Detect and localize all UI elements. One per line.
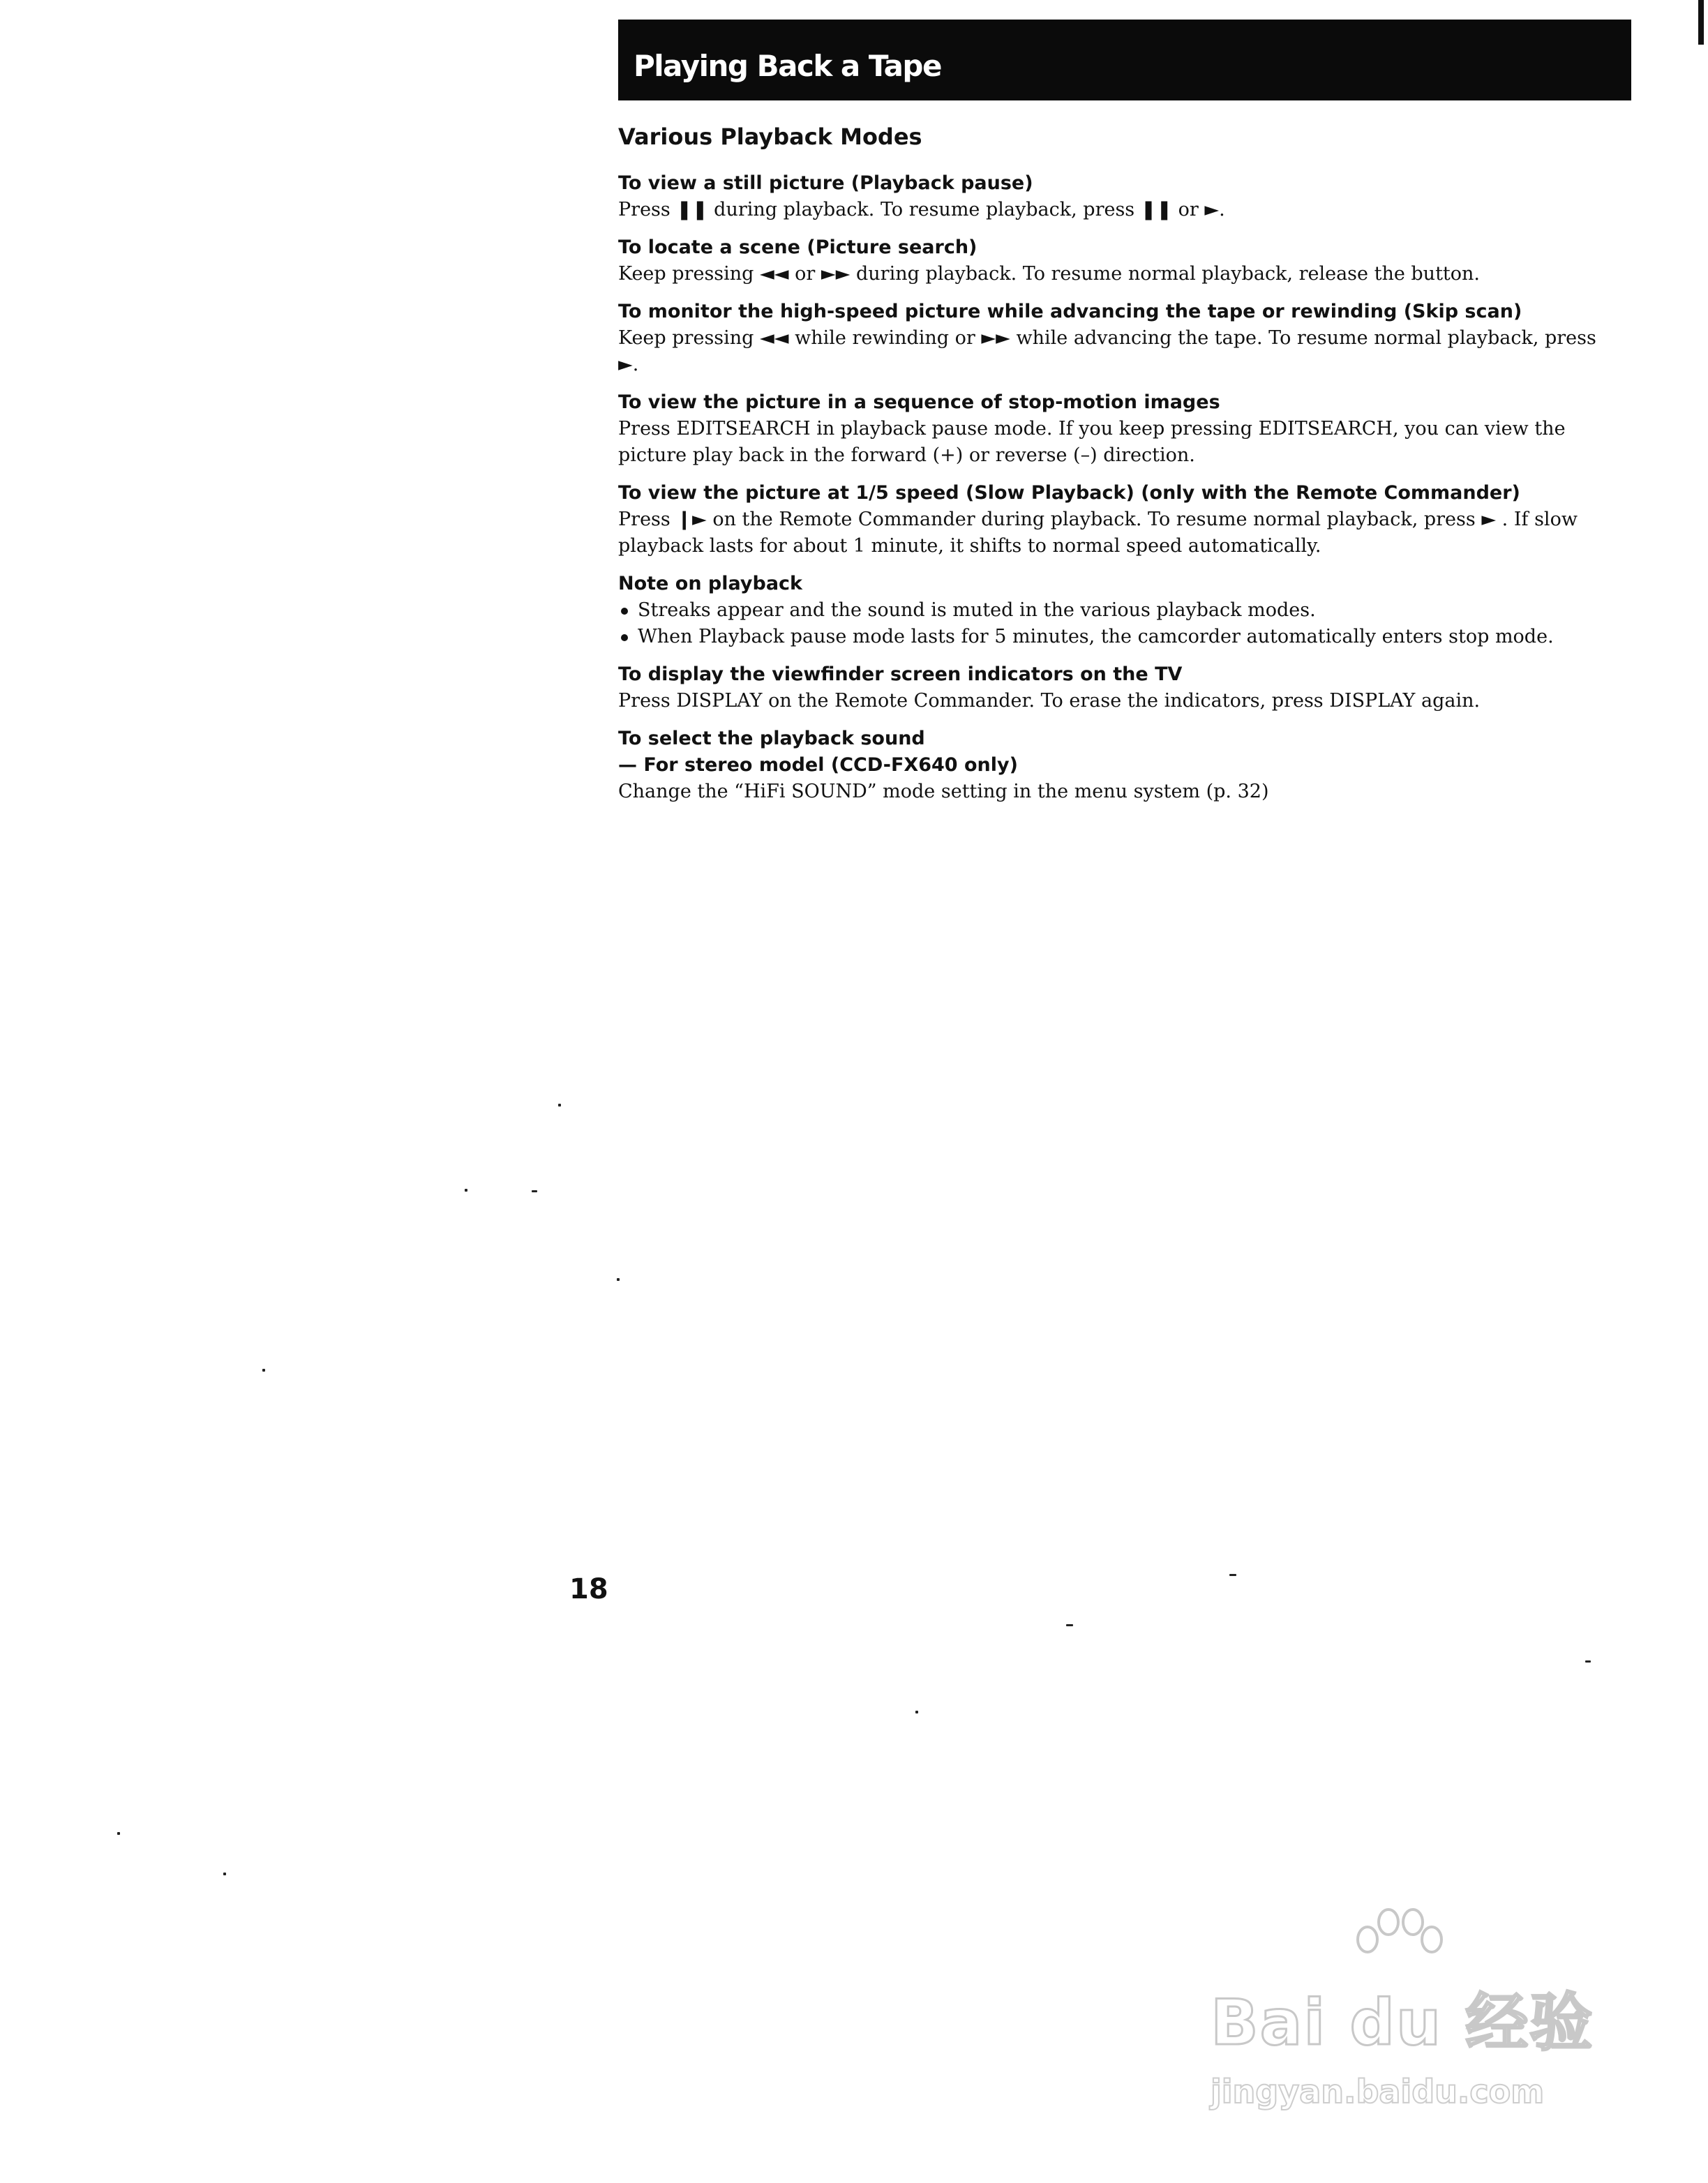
paw-icon <box>1347 1908 1451 1999</box>
note-item: Streaks appear and the sound is muted in the various playback modes. <box>618 597 1602 624</box>
scan-speck <box>1066 1624 1073 1626</box>
main-content <box>618 123 1602 816</box>
note-item: When Playback pause mode lasts for 5 minutes, the camcorder automatically enters stop mode. <box>618 624 1602 650</box>
block-skip-scan <box>618 299 1602 378</box>
scan-speck <box>262 1369 265 1372</box>
block-body: Press ❚❚ during playback. To resume playback, press ❚❚ or ►. <box>618 199 1225 220</box>
note-list <box>618 597 1602 650</box>
scan-speck <box>465 1189 467 1192</box>
block-body: Press DISPLAY on the Remote Commander. To erase the indicators, press DISPLAY again. <box>618 690 1481 712</box>
block-body: Press ❙► on the Remote Commander during playback. To resume normal playback, press ► . If slow playback lasts for about 1 minute, it shifts to normal speed automatically. <box>618 509 1578 557</box>
block-stop-motion <box>618 389 1602 469</box>
scan-speck <box>532 1190 537 1192</box>
block-picture-search <box>618 234 1602 287</box>
block-title: To display the viewfinder screen indicators on the TV <box>618 663 1183 685</box>
page-title: Playing Back a Tape <box>634 49 941 83</box>
block-body: Change the “HiFi SOUND” mode setting in the menu system (p. 32) <box>618 781 1269 802</box>
page-number: 18 <box>569 1573 608 1605</box>
block-slow-playback <box>618 480 1602 560</box>
section-title: Various Playback Modes <box>618 123 922 150</box>
scan-speck <box>617 1278 620 1281</box>
header-bar <box>618 20 1631 100</box>
block-display-indicators <box>618 661 1602 714</box>
block-title: To monitor the high-speed picture while advancing the tape or rewinding (Skip scan) <box>618 301 1522 322</box>
block-title: To locate a scene (Picture search) <box>618 237 977 258</box>
watermark <box>1211 1908 1615 2117</box>
edge-mark <box>1698 0 1704 45</box>
watermark-logo: Bai du 经验 <box>1211 1986 1594 2060</box>
block-playback-sound <box>618 726 1602 805</box>
scan-speck <box>1229 1574 1236 1576</box>
note-block <box>618 571 1602 650</box>
note-title: Note on playback <box>618 573 803 594</box>
scan-speck <box>558 1104 561 1106</box>
block-title: To view a still picture (Playback pause) <box>618 172 1033 194</box>
scan-speck <box>117 1832 120 1835</box>
scan-speck <box>1585 1660 1591 1663</box>
block-body: Press EDITSEARCH in playback pause mode. If you keep pressing EDITSEARCH, you can view the picture play back in the forward (+) or reverse (–) direction. <box>618 418 1566 466</box>
block-body: Keep pressing ◄◄ or ►► during playback. To resume normal playback, release the button. <box>618 263 1480 285</box>
block-title: To select the playback sound <box>618 728 925 749</box>
block-body: Keep pressing ◄◄ while rewinding or ►► while advancing the tape. To resume normal playback, press ►. <box>618 327 1596 375</box>
block-subtitle: — For stereo model (CCD-FX640 only) <box>618 754 1018 776</box>
block-title: To view the picture at 1/5 speed (Slow Playback) (only with the Remote Commander) <box>618 482 1520 504</box>
scan-speck <box>223 1873 226 1875</box>
block-title: To view the picture in a sequence of stop-motion images <box>618 391 1220 413</box>
watermark-url: jingyan.baidu.com <box>1211 2073 1545 2110</box>
block-still-picture <box>618 170 1602 223</box>
scan-speck <box>915 1711 918 1713</box>
